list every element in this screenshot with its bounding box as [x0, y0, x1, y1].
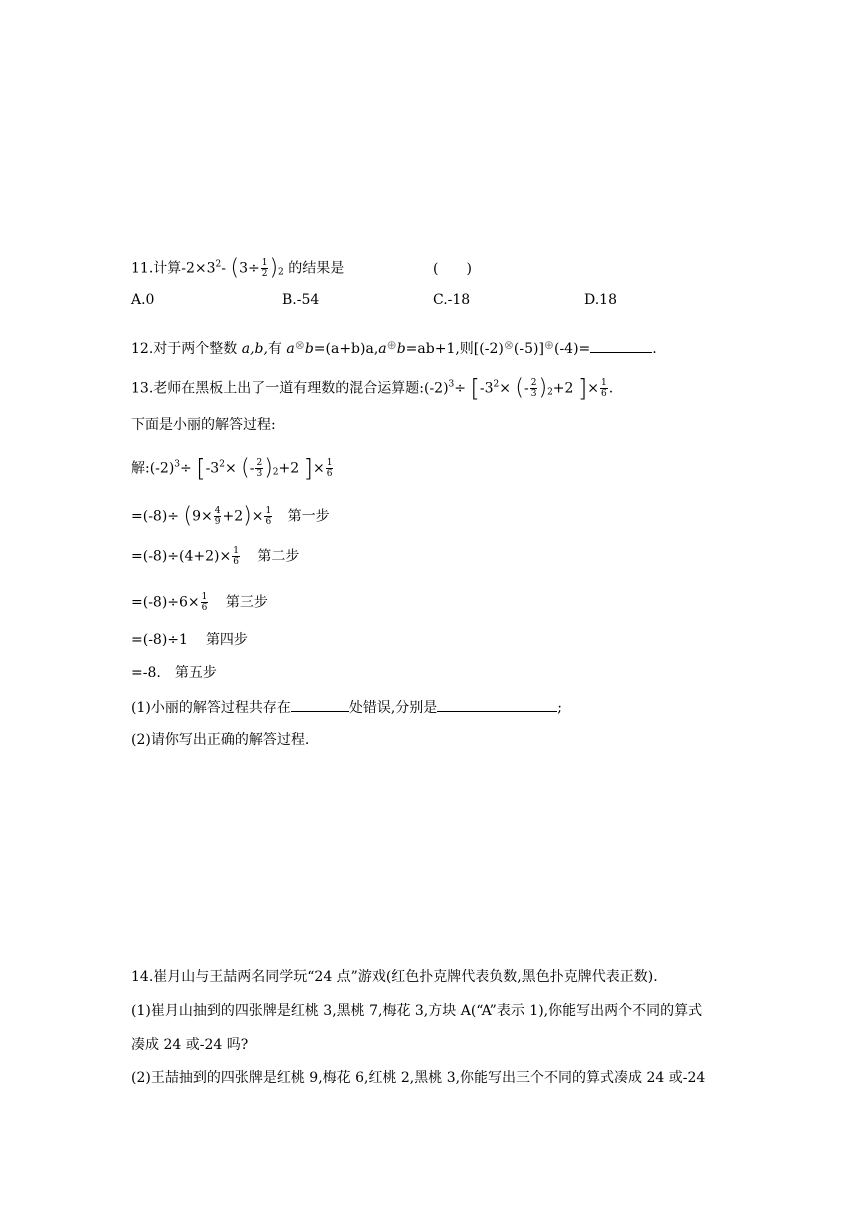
- q14-line3: 凑成 24 或-24 吗?: [131, 1037, 249, 1053]
- q12-text-5: (-5)]: [513, 341, 544, 357]
- q13-sol-cube: 3: [174, 459, 181, 470]
- q13-step3-label: 第三步: [225, 594, 268, 611]
- q11-text: 11.计算-2×3: [131, 260, 216, 277]
- q13-intro: 13.老师在黑板上出了一道有理数的混合运算题:(-2): [131, 380, 449, 397]
- q13-line2: 下面是小丽的解答过程:: [131, 417, 276, 433]
- q11-answer-paren: ( ): [433, 261, 472, 277]
- q13-sub1-b: 处错误,分别是: [348, 700, 438, 716]
- q13-sq: 2: [493, 379, 500, 390]
- q13-sub1-end: ;: [557, 700, 563, 716]
- q13-sub1-a: (1)小丽的解答过程共存在: [131, 700, 291, 716]
- q13-sol-right-paren: ): [264, 455, 273, 481]
- oplus-icon: ⊕: [386, 338, 397, 352]
- q13-sol-neg3: -3: [205, 460, 220, 477]
- q11-inner: 3÷: [239, 260, 260, 277]
- q12-vars: a,b,: [241, 341, 268, 357]
- q13-step2-a: =(-8)÷(4+2)×: [131, 548, 232, 565]
- q13-step1-fraction: $\frac{4}{9}$: [214, 506, 221, 527]
- q12-text-6: (-4)=: [553, 341, 591, 357]
- q11-option-b: B.-54: [282, 292, 320, 308]
- q13-sub2: (2)请你写出正确的解答过程.: [131, 732, 310, 748]
- q13-step1-a: =(-8)÷: [131, 508, 180, 525]
- q13-step1-times: ×: [201, 508, 213, 525]
- q13-step3: [131, 592, 268, 613]
- q12-stem: [131, 335, 657, 359]
- q11-left-paren: (: [230, 255, 240, 281]
- q11-option-d: D.18: [584, 292, 617, 308]
- q13-step1-left-paren: (: [183, 503, 193, 529]
- q12-text-1: 12.对于两个整数: [131, 341, 242, 357]
- q13-step5: [131, 663, 217, 683]
- q11-power: 2: [278, 267, 284, 278]
- q13-step1: [131, 503, 330, 529]
- q13-times: ×: [499, 380, 511, 397]
- q13-step3-fraction: $\frac{1}{6}$: [201, 592, 208, 613]
- q11-stem: [131, 255, 345, 283]
- q13-right-paren: ): [538, 375, 548, 401]
- q11-option-c: C.-18: [433, 292, 471, 308]
- q12-answer-blank[interactable]: [590, 338, 652, 353]
- q12-end: .: [652, 341, 657, 357]
- q13-step1-nine: 9: [192, 508, 201, 525]
- q12-text-4: =ab+1,则[(-2): [405, 341, 504, 357]
- q13-step2-label: 第二步: [257, 548, 300, 565]
- q11-right-paren: ): [269, 255, 279, 281]
- q13-neg3: -3: [479, 380, 494, 397]
- q13-stem: [131, 374, 614, 403]
- q13-cube: 3: [448, 379, 455, 390]
- q11-suffix: 的结果是: [288, 260, 345, 277]
- q12-var-a: a: [286, 341, 295, 357]
- q13-sol-fraction-6: $\frac{1}{6}$: [326, 458, 333, 479]
- q13-power: 2: [547, 387, 553, 398]
- q13-times2: ×: [587, 380, 599, 397]
- q13-step5-label: 第五步: [174, 665, 217, 681]
- oplus-icon-2: ⊕: [543, 338, 554, 352]
- q13-left-bracket: [: [470, 374, 480, 403]
- q13-step4-a: =(-8)÷1: [131, 632, 188, 648]
- q13-right-bracket: ]: [577, 374, 588, 403]
- q12-text-2: 有: [267, 341, 287, 357]
- q11-option-a: A.0: [131, 292, 155, 308]
- q13-blank-2[interactable]: [437, 697, 557, 712]
- q13-sol-times2: ×: [313, 460, 325, 477]
- q13-sol-left-bracket: [: [196, 454, 206, 483]
- q12-text-3: =(a+b)a,: [313, 341, 379, 357]
- q13-step1-times2: ×: [251, 508, 264, 525]
- otimes-icon-2: ⊗: [503, 338, 514, 352]
- q13-solution: [131, 454, 334, 483]
- q13-sol-power: 2: [272, 467, 279, 478]
- q13-sub1: [131, 697, 562, 718]
- q13-sol-div: ÷: [180, 460, 192, 477]
- q13-sol-times: ×: [224, 460, 237, 477]
- q11-minus: -: [221, 260, 227, 277]
- q11-exponent: 2: [215, 259, 222, 270]
- q14-line4: (2)王喆抽到的四张牌是红桃 9,梅花 6,红桃 2,黑桃 3,你能写出三个不同的算式凑成 24 或-24: [131, 1070, 706, 1086]
- q11-fraction: $\frac{1}{2}$: [261, 258, 268, 279]
- q12-var-b: b: [304, 341, 314, 357]
- q13-step3-a: =(-8)÷6×: [131, 594, 200, 611]
- q13-fraction: $\frac{2}{3}$: [530, 378, 537, 399]
- q13-div: ÷: [454, 380, 467, 397]
- q13-step2: [131, 546, 299, 567]
- q13-neg-sign: -: [524, 380, 529, 397]
- q13-sol-fraction: $\frac{2}{3}$: [256, 458, 263, 479]
- q13-sol-prefix: 解:(-2): [131, 460, 175, 477]
- q13-step2-fraction: $\frac{1}{6}$: [233, 546, 239, 567]
- otimes-icon: ⊗: [294, 338, 305, 352]
- q13-step1-label: 第一步: [287, 508, 330, 525]
- q13-sol-right-bracket: ]: [303, 454, 313, 483]
- q13-sol-sq: 2: [219, 459, 225, 470]
- q14-line1: 14.崔月山与王喆两名同学玩“24 点”游戏(红色扑克牌代表负数,黑色扑克牌代表正数).: [131, 969, 658, 985]
- q12-var-a2: a: [378, 341, 387, 357]
- q13-sol-neg-sign: -: [249, 460, 255, 477]
- q13-fraction-6: $\frac{1}{6}$: [601, 378, 607, 399]
- q13-blank-1[interactable]: [291, 697, 349, 712]
- q13-sol-plus2: +2: [278, 460, 300, 477]
- q13-step1-right-paren: ): [243, 503, 252, 529]
- q13-sol-left-paren: (: [241, 455, 250, 481]
- q13-step4: [131, 630, 248, 650]
- q13-step1-plus: +2: [222, 508, 244, 525]
- q14-line2: (1)崔月山抽到的四张牌是红桃 3,黑桃 7,梅花 3,方块 A(“A”表示 1),你能写出两个不同的算式: [131, 1003, 703, 1019]
- q13-plus2: +2: [552, 380, 574, 397]
- q13-step4-label: 第四步: [205, 632, 248, 648]
- q13-left-paren: (: [515, 375, 524, 401]
- q13-step5-a: =-8.: [131, 665, 161, 681]
- q12-var-b2: b: [396, 341, 406, 357]
- q13-step1-fraction-6: $\frac{1}{6}$: [265, 506, 272, 527]
- q13-dot: .: [608, 380, 614, 397]
